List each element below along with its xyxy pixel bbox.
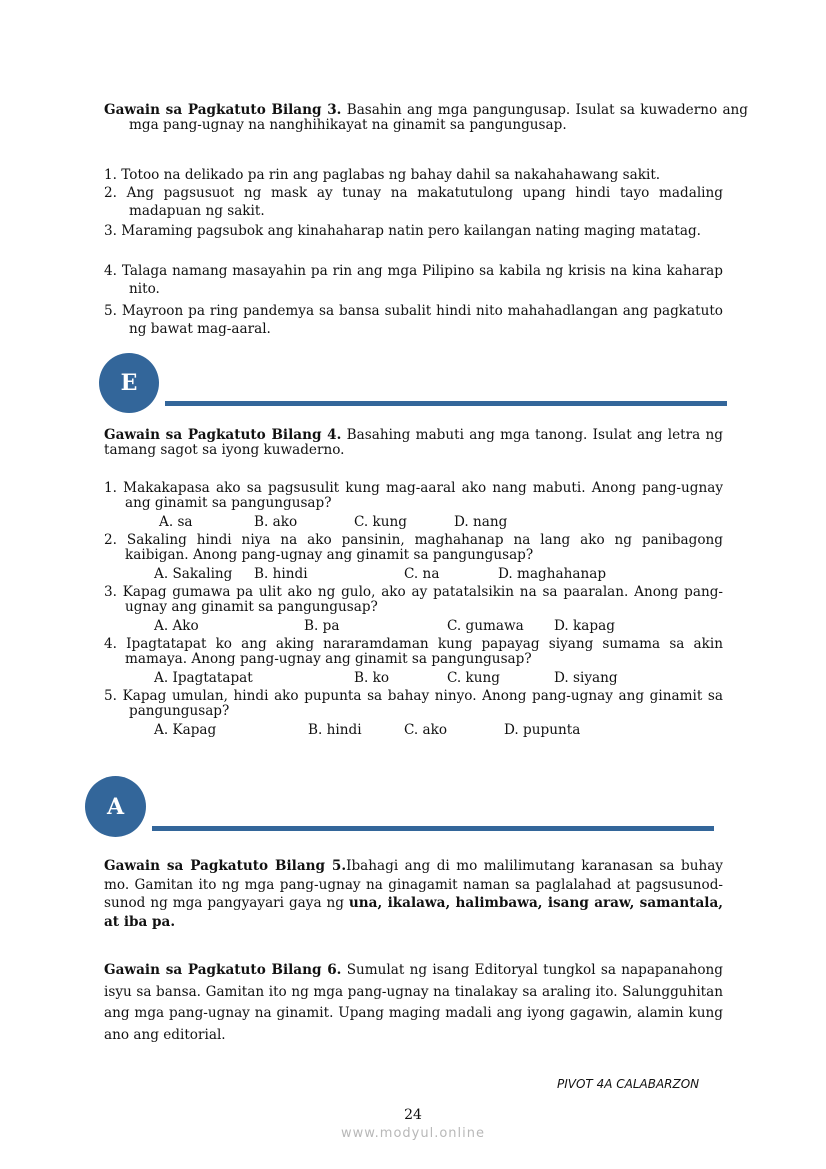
option: C. gumawa bbox=[447, 618, 524, 634]
instruction-text: Ibahagi ang di mo malilimutang karanasan sa buhay mo. Gamitan ito ng mga pang-ugnay na ginagamit naman sa paglalahad at pagsusunod-sunod ng mga pangyayari gaya ng bbox=[104, 858, 723, 911]
gawain-6-instructions bbox=[104, 960, 723, 1046]
section-divider bbox=[165, 401, 727, 406]
gawain-3-instructions bbox=[104, 103, 748, 133]
question: 3. Kapag gumawa pa ulit ako ng gulo, ako ay patatalsikin na sa paaralan. Anong pang-ugnay ang ginamit sa pangungusap? bbox=[104, 584, 723, 615]
gawain-3-title: Gawain sa Pagkatuto Bilang 3. bbox=[104, 102, 342, 118]
option: C. na bbox=[404, 566, 440, 582]
option: D. nang bbox=[454, 514, 508, 530]
option: C. kung bbox=[447, 670, 501, 686]
option: A. Ako bbox=[154, 618, 199, 634]
section-divider bbox=[152, 826, 714, 831]
list-item: 2. Ang pagsusuot ng mask ay tunay na makatutulong upang hindi tayo madaling madapuan ng sakit. bbox=[104, 185, 723, 219]
section-a-badge: A bbox=[85, 776, 146, 837]
option: A. Kapag bbox=[154, 722, 217, 738]
option: D. kapag bbox=[554, 618, 615, 634]
list-item: 3. Maraming pagsubok ang kinahaharap natin pero kailangan nating maging matatag. bbox=[104, 223, 701, 239]
gawain-5-instructions bbox=[104, 857, 723, 931]
watermark: www.modyul.online bbox=[340, 1126, 486, 1141]
option: B. pa bbox=[304, 618, 340, 634]
gawain-6-title: Gawain sa Pagkatuto Bilang 6. bbox=[104, 962, 342, 978]
option: A. Ipagtatapat bbox=[154, 670, 253, 686]
question: 1. Makakapasa ako sa pagsusulit kung mag-aaral ako nang mabuti. Anong pang-ugnay ang ginamit sa pangungusap? bbox=[104, 480, 723, 511]
option: C. kung bbox=[354, 514, 408, 530]
question: 5. Kapag umulan, hindi ako pupunta sa bahay ninyo. Anong pang-ugnay ang ginamit sa pangungusap? bbox=[104, 688, 723, 719]
option: B. hindi bbox=[308, 722, 362, 738]
list-item: 1. Totoo na delikado pa rin ang paglabas ng bahay dahil sa nakahahawang sakit. bbox=[104, 167, 661, 183]
page-number: 24 bbox=[404, 1107, 422, 1123]
question: 2. Sakaling hindi niya na ako pansinin, maghahanap na lang ako ng panibagong kaibigan. Anong pang-ugnay ang ginamit sa pangungusap? bbox=[104, 532, 723, 563]
list-item: 5. Mayroon pa ring pandemya sa bansa subalit hindi nito mahahadlangan ang pagkatuto ng bawat mag-aaral. bbox=[104, 303, 723, 337]
gawain-5-title: Gawain sa Pagkatuto Bilang 5. bbox=[104, 858, 347, 874]
option: B. ko bbox=[354, 670, 390, 686]
option: D. siyang bbox=[554, 670, 618, 686]
gawain-4-title: Gawain sa Pagkatuto Bilang 4. bbox=[104, 427, 342, 443]
option: B. hindi bbox=[254, 566, 308, 582]
instruction-text: Sumulat ng isang Editoryal tungkol sa napapanahong isyu sa bansa. Gamitan ito ng mga pang-ugnay na tinalakay sa araling ito. Salungguhitan ang mga pang-ugnay na ginamit. Upang maging madali ang iyong gagawin, alamin kung ano ang editorial. bbox=[104, 962, 723, 1043]
option: B. ako bbox=[254, 514, 298, 530]
option: D. pupunta bbox=[504, 722, 581, 738]
section-e-badge: E bbox=[99, 353, 159, 413]
instruction-text: Basahing mabuti ang mga tanong. Isulat ang letra ng tamang sagot sa iyong kuwaderno. bbox=[104, 427, 723, 458]
option: D. maghahanap bbox=[498, 566, 607, 582]
gawain-4-instructions bbox=[104, 428, 723, 458]
option: C. ako bbox=[404, 722, 448, 738]
list-item: 4. Talaga namang masayahin pa rin ang mga Pilipino sa kabila ng krisis na kina kaharap nito. bbox=[104, 263, 723, 297]
footer-region: PIVOT 4A CALABARZON bbox=[557, 1077, 700, 1091]
instruction-text: Basahin ang mga pangungusap. Isulat sa kuwaderno ang mga pang-ugnay na nanghihikayat na ginamit sa pangungusap. bbox=[129, 102, 749, 133]
connector-examples: una, ikalawa, halimbawa, isang araw, samantala, at iba pa. bbox=[104, 895, 723, 930]
option: A. sa bbox=[159, 514, 193, 530]
option: A. Sakaling bbox=[154, 566, 233, 582]
question: 4. Ipagtatapat ko ang aking nararamdaman kung papayag siyang sumama sa akin mamaya. Anong pang-ugnay ang ginamit sa pangungusap? bbox=[104, 636, 723, 667]
